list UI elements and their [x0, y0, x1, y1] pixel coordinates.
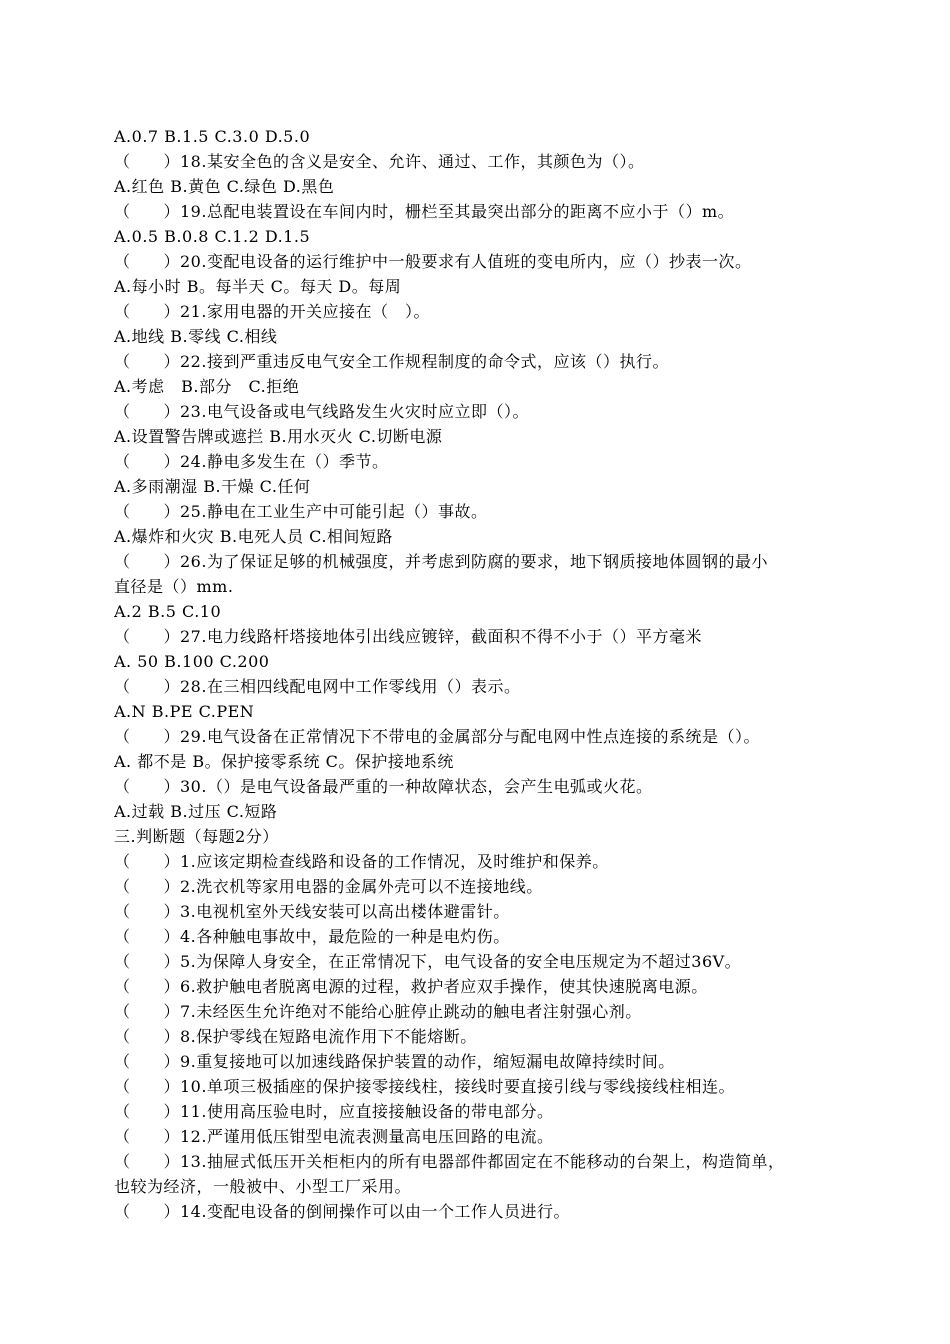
- exam-content: [114, 124, 844, 1224]
- option-line-q22: A.考虑 B.部分 C.拒绝: [114, 377, 300, 396]
- question-29: （ ）29.电气设备在正常情况下不带电的金属部分与配电网中性点连接的系统是（）。: [114, 727, 760, 746]
- question-26: （ ）26.为了保证足够的机械强度，并考虑到防腐的要求，地下钢质接地体圆钢的最小: [114, 552, 768, 571]
- judgment-4: （ ）4.各种触电事故中，最危险的一种是电灼伤。: [114, 927, 510, 946]
- judgment-8: （ ）8.保护零线在短路电流作用下不能熔断。: [114, 1027, 477, 1046]
- option-line-q28: A.N B.PE C.PEN: [114, 702, 255, 721]
- judgment-13-continued: 也较为经济，一般被中、小型工厂采用。: [114, 1177, 412, 1196]
- question-24: （ ）24.静电多发生在（）季节。: [114, 452, 389, 471]
- judgment-11: （ ）11.使用高压验电时，应直接接触设备的带电部分。: [114, 1102, 554, 1121]
- question-30: （ ）30.（）是电气设备最严重的一种故障状态，会产生电弧或火花。: [114, 777, 653, 796]
- question-22: （ ）22.接到严重违反电气安全工作规程制度的命令式，应该（）执行。: [114, 352, 669, 371]
- question-18: （ ）18.某安全色的含义是安全、允许、通过、工作，其颜色为（）。: [114, 152, 645, 171]
- question-26-continued: 直径是（）mm.: [114, 577, 234, 596]
- option-line-q20: A.每小时 B。每半天 C。每天 D。每周: [114, 277, 402, 296]
- option-line-q23: A.设置警告牌或遮拦 B.用水灭火 C.切断电源: [114, 427, 443, 446]
- question-21: （ ）21.家用电器的开关应接在（ ）。: [114, 302, 430, 321]
- option-line-q25: A.爆炸和火灾 B.电死人员 C.相间短路: [114, 527, 393, 546]
- judgment-1: （ ）1.应该定期检查线路和设备的工作情况，及时维护和保养。: [114, 852, 609, 871]
- option-line-q18: A.红色 B.黄色 C.绿色 D.黑色: [114, 177, 335, 196]
- option-line-q21: A.地线 B.零线 C.相线: [114, 327, 278, 346]
- option-line-q30: A.过载 B.过压 C.短路: [114, 802, 278, 821]
- option-line-q27: A. 50 B.100 C.200: [114, 652, 270, 671]
- question-20: （ ）20.变配电设备的运行维护中一般要求有人值班的变电所内，应（）抄表一次。: [114, 252, 752, 271]
- judgment-14: （ ）14.变配电设备的倒闸操作可以由一个工作人员进行。: [114, 1202, 570, 1221]
- question-23: （ ）23.电气设备或电气线路发生火灾时应立即（）。: [114, 402, 529, 421]
- question-27: （ ）27.电力线路杆塔接地体引出线应镀锌，截面积不得不小于（）平方毫米: [114, 627, 702, 646]
- judgment-7: （ ）7.未经医生允许绝对不能给心脏停止跳动的触电者注射强心剂。: [114, 1002, 642, 1021]
- option-line-q29: A. 都不是 B。保护接零系统 C。保护接地系统: [114, 752, 454, 771]
- judgment-2: （ ）2.洗衣机等家用电器的金属外壳可以不连接地线。: [114, 877, 543, 896]
- section-heading-true-false: 三.判断题（每题2分）: [114, 827, 279, 846]
- option-line-q19: A.0.5 B.0.8 C.1.2 D.1.5: [114, 227, 311, 246]
- question-25: （ ）25.静电在工业生产中可能引起（）事故。: [114, 502, 488, 521]
- option-line-q26: A.2 B.5 C.10: [114, 602, 222, 621]
- judgment-6: （ ）6.救护触电者脱离电源的过程，救护者应双手操作，使其快速脱离电源。: [114, 977, 708, 996]
- judgment-13: （ ）13.抽屉式低压开关柜柜内的所有电器部件都固定在不能移动的台架上，构造简单，: [114, 1152, 785, 1171]
- judgment-3: （ ）3.电视机室外天线安装可以高出楼体避雷针。: [114, 902, 510, 921]
- judgment-5: （ ）5.为保障人身安全，在正常情况下，电气设备的安全电压规定为不超过36V。: [114, 952, 742, 971]
- judgment-9: （ ）9.重复接地可以加速线路保护装置的动作，缩短漏电故障持续时间。: [114, 1052, 675, 1071]
- question-19: （ ）19.总配电装置设在车间内时，栅栏至其最突出部分的距离不应小于（）m。: [114, 202, 735, 221]
- judgment-12: （ ）12.严谨用低压钳型电流表测量高电压回路的电流。: [114, 1127, 554, 1146]
- judgment-10: （ ）10.单项三极插座的保护接零接线柱，接线时要直接引线与零线接线柱相连。: [114, 1077, 735, 1096]
- option-line-q24: A.多雨潮湿 B.干燥 C.任何: [114, 477, 311, 496]
- option-line-q17: A.0.7 B.1.5 C.3.0 D.5.0: [114, 127, 311, 146]
- question-28: （ ）28.在三相四线配电网中工作零线用（）表示。: [114, 677, 521, 696]
